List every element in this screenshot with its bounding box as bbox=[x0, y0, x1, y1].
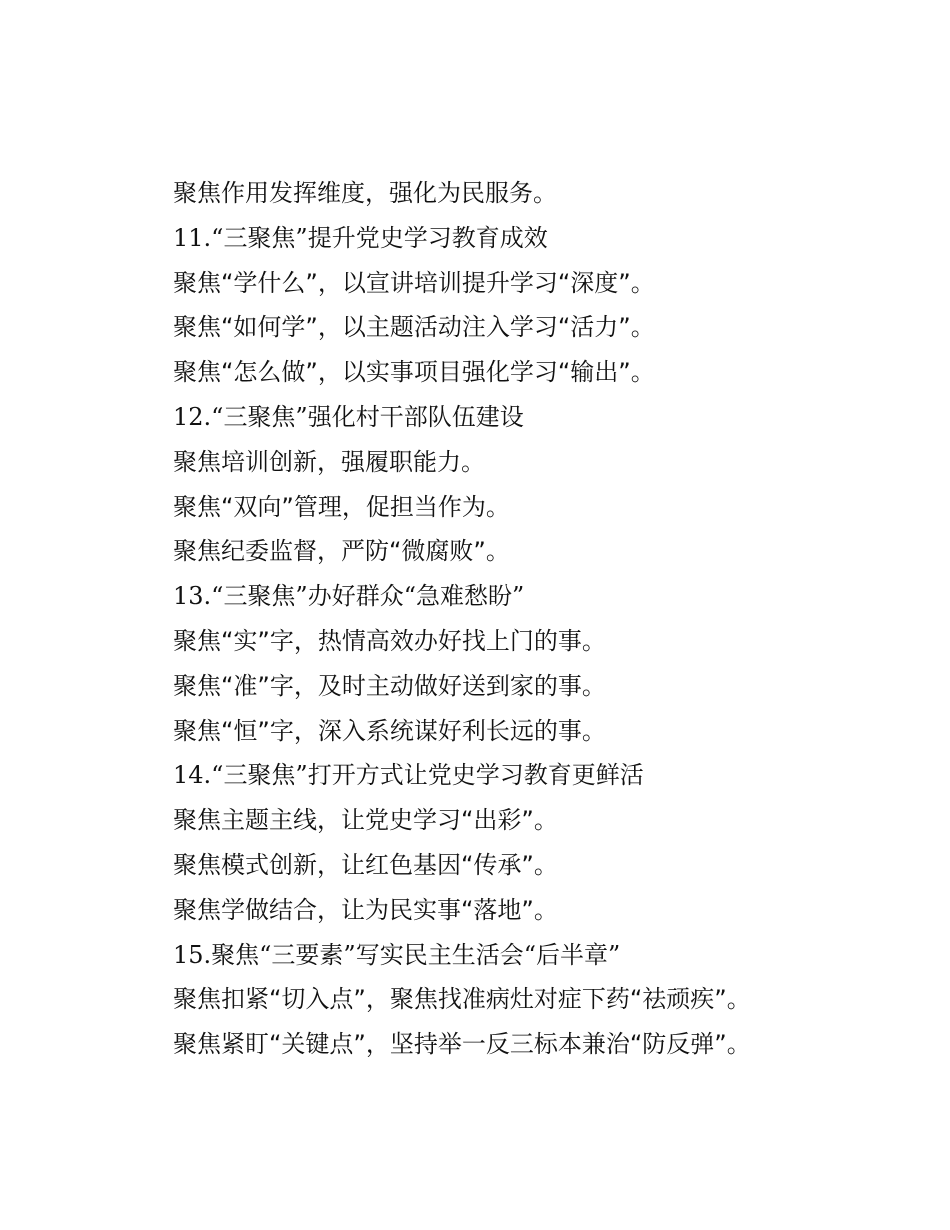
list-item: 聚焦“如何学”，以主题活动注入学习“活力”。 bbox=[173, 313, 655, 342]
document-body bbox=[173, 171, 873, 1067]
section-heading-13: 13.“三聚焦”办好群众“急难愁盼” bbox=[173, 582, 525, 611]
list-item: 聚焦“双向”管理，促担当作为。 bbox=[173, 492, 510, 521]
list-item: 聚焦主题主线，让党史学习“出彩”。 bbox=[173, 806, 558, 835]
list-item: 聚焦“实”字，热情高效办好找上门的事。 bbox=[173, 626, 606, 655]
list-item: 聚焦“恒”字，深入系统谋好利长远的事。 bbox=[173, 716, 606, 745]
list-item: 聚焦模式创新，让红色基因“传承”。 bbox=[173, 850, 558, 879]
section-heading-11: 11.“三聚焦”提升党史学习教育成效 bbox=[173, 223, 548, 252]
list-item: 聚焦“怎么做”，以实事项目强化学习“输出”。 bbox=[173, 358, 655, 387]
list-item: 聚焦纪委监督，严防“微腐败”。 bbox=[173, 537, 510, 566]
section-heading-14: 14.“三聚焦”打开方式让党史学习教育更鲜活 bbox=[173, 761, 644, 790]
list-item: 聚焦“准”字，及时主动做好送到家的事。 bbox=[173, 671, 606, 700]
section-heading-15: 15.聚焦“三要素”写实民主生活会“后半章” bbox=[173, 940, 621, 969]
list-item: 聚焦培训创新，强履职能力。 bbox=[173, 447, 485, 476]
list-item: 聚焦学做结合，让为民实事“落地”。 bbox=[173, 895, 558, 924]
list-item: 聚焦作用发挥维度，强化为民服务。 bbox=[173, 179, 557, 207]
list-item: 聚焦扣紧“切入点”，聚焦找准病灶对症下药“祛顽疾”。 bbox=[173, 985, 751, 1014]
list-item: 聚焦“学什么”，以宣讲培训提升学习“深度”。 bbox=[173, 268, 655, 297]
section-heading-12: 12.“三聚焦”强化村干部队伍建设 bbox=[173, 402, 524, 431]
list-item: 聚焦紧盯“关键点”，坚持举一反三标本兼治“防反弹”。 bbox=[173, 1030, 751, 1059]
